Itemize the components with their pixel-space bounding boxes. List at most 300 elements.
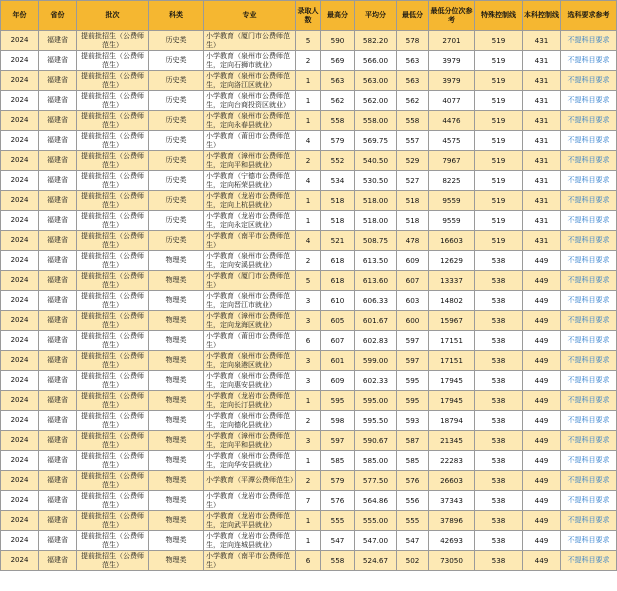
- avg-score-cell: 599.00: [355, 351, 397, 371]
- avg-score-cell: 595.00: [355, 391, 397, 411]
- special-line-cell: 519: [475, 91, 523, 111]
- avg-score-cell: 563.00: [355, 71, 397, 91]
- subject-req-cell: 不提科目要求: [561, 451, 617, 471]
- min-rank-cell: 15967: [429, 311, 475, 331]
- subject-req-cell: 不提科目要求: [561, 71, 617, 91]
- major-cell: 小学教育（龙岩市公费师范生，定向武平县就业）: [204, 511, 296, 531]
- batch-cell: 提前批招生（公费师范生）: [77, 31, 149, 51]
- batch-cell: 提前批招生（公费师范生）: [77, 231, 149, 251]
- major-cell: 小学教育（泉州市公费师范生，定向洛江区就业）: [204, 71, 296, 91]
- min-rank-cell: 2701: [429, 31, 475, 51]
- major-cell: 小学教育（龙岩市公费师范生，定向上杭县就业）: [204, 191, 296, 211]
- max-score-cell: 607: [321, 331, 355, 351]
- year-cell: 2024: [1, 371, 39, 391]
- year-cell: 2024: [1, 351, 39, 371]
- min-score-cell: 557: [397, 131, 429, 151]
- major-cell: 小学教育（平潭公费师范生）: [204, 471, 296, 491]
- major-cell: 小学教育（龙岩市公费师范生，定向连城县就业）: [204, 531, 296, 551]
- max-score-cell: 595: [321, 391, 355, 411]
- admitted-count-cell: 3: [296, 371, 321, 391]
- subject-req-cell: 不提科目要求: [561, 311, 617, 331]
- province-cell: 福建省: [39, 211, 77, 231]
- special-line-cell: 538: [475, 551, 523, 571]
- min-rank-cell: 7967: [429, 151, 475, 171]
- special-line-cell: 538: [475, 411, 523, 431]
- province-cell: 福建省: [39, 411, 77, 431]
- undergrad-line-cell: 449: [523, 451, 561, 471]
- special-line-cell: 519: [475, 111, 523, 131]
- min-rank-cell: 4575: [429, 131, 475, 151]
- admitted-count-cell: 3: [296, 431, 321, 451]
- year-cell: 2024: [1, 231, 39, 251]
- min-score-cell: 603: [397, 291, 429, 311]
- max-score-cell: 562: [321, 91, 355, 111]
- special-line-cell: 538: [475, 491, 523, 511]
- batch-cell: 提前批招生（公费师范生）: [77, 291, 149, 311]
- batch-cell: 提前批招生（公费师范生）: [77, 371, 149, 391]
- header-row: [1, 1, 617, 31]
- avg-score-cell: 602.83: [355, 331, 397, 351]
- subject-req-cell: 不提科目要求: [561, 331, 617, 351]
- subject-req-cell: 不提科目要求: [561, 551, 617, 571]
- batch-cell: 提前批招生（公费师范生）: [77, 51, 149, 71]
- year-cell: 2024: [1, 551, 39, 571]
- batch-cell: 提前批招生（公费师范生）: [77, 191, 149, 211]
- min-score-cell: 600: [397, 311, 429, 331]
- category-cell: 物理类: [149, 551, 204, 571]
- undergrad-line-cell: 449: [523, 411, 561, 431]
- admitted-count-cell: 6: [296, 331, 321, 351]
- max-score-cell: 601: [321, 351, 355, 371]
- year-cell: 2024: [1, 391, 39, 411]
- min-score-cell: 609: [397, 251, 429, 271]
- subject-req-cell: 不提科目要求: [561, 431, 617, 451]
- max-score-cell: 558: [321, 551, 355, 571]
- subject-req-cell: 不提科目要求: [561, 151, 617, 171]
- avg-score-cell: 602.33: [355, 371, 397, 391]
- table-row: [1, 111, 617, 131]
- undergrad-line-cell: 431: [523, 171, 561, 191]
- max-score-cell: 555: [321, 511, 355, 531]
- province-cell: 福建省: [39, 231, 77, 251]
- subject-req-cell: 不提科目要求: [561, 411, 617, 431]
- batch-cell: 提前批招生（公费师范生）: [77, 271, 149, 291]
- min-score-cell: 595: [397, 371, 429, 391]
- table-row: [1, 231, 617, 251]
- province-cell: 福建省: [39, 111, 77, 131]
- min-score-cell: 502: [397, 551, 429, 571]
- avg-score-cell: 558.00: [355, 111, 397, 131]
- subject-req-cell: 不提科目要求: [561, 51, 617, 71]
- subject-req-cell: 不提科目要求: [561, 211, 617, 231]
- min-score-cell: 595: [397, 391, 429, 411]
- category-cell: 历史类: [149, 171, 204, 191]
- province-cell: 福建省: [39, 311, 77, 331]
- undergrad-line-header: 本科控制线: [523, 1, 561, 31]
- major-cell: 小学教育（泉州市公费师范生，定向台商投资区就业）: [204, 91, 296, 111]
- major-cell: 小学教育（南平市公费师范生）: [204, 551, 296, 571]
- undergrad-line-cell: 449: [523, 291, 561, 311]
- year-cell: 2024: [1, 191, 39, 211]
- table-row: [1, 131, 617, 151]
- min-score-cell: 563: [397, 51, 429, 71]
- min-rank-cell: 13337: [429, 271, 475, 291]
- admitted-count-cell: 3: [296, 351, 321, 371]
- batch-cell: 提前批招生（公费师范生）: [77, 151, 149, 171]
- batch-cell: 提前批招生（公费师范生）: [77, 471, 149, 491]
- min-score-cell: 478: [397, 231, 429, 251]
- year-cell: 2024: [1, 51, 39, 71]
- year-cell: 2024: [1, 131, 39, 151]
- major-cell: 小学教育（莆田市公费师范生）: [204, 131, 296, 151]
- min-score-cell: 587: [397, 431, 429, 451]
- min-rank-cell: 37343: [429, 491, 475, 511]
- special-line-cell: 538: [475, 391, 523, 411]
- admitted-count-cell: 1: [296, 391, 321, 411]
- undergrad-line-cell: 449: [523, 511, 561, 531]
- max-score-cell: 618: [321, 251, 355, 271]
- min-score-cell: 562: [397, 91, 429, 111]
- max-score-cell: 547: [321, 531, 355, 551]
- special-line-cell: 519: [475, 51, 523, 71]
- avg-score-cell: 595.50: [355, 411, 397, 431]
- max-score-cell: 552: [321, 151, 355, 171]
- batch-cell: 提前批招生（公费师范生）: [77, 251, 149, 271]
- table-row: [1, 471, 617, 491]
- avg-score-cell: 566.00: [355, 51, 397, 71]
- undergrad-line-cell: 431: [523, 31, 561, 51]
- max-score-cell: 597: [321, 431, 355, 451]
- admitted-count-cell: 1: [296, 91, 321, 111]
- table-row: [1, 291, 617, 311]
- batch-cell: 提前批招生（公费师范生）: [77, 131, 149, 151]
- min-score-cell: 555: [397, 511, 429, 531]
- admitted-count-cell: 6: [296, 551, 321, 571]
- batch-cell: 提前批招生（公费师范生）: [77, 111, 149, 131]
- category-header: 科类: [149, 1, 204, 31]
- major-cell: 小学教育（厦门市公费师范生）: [204, 31, 296, 51]
- special-line-cell: 519: [475, 131, 523, 151]
- province-header: 省份: [39, 1, 77, 31]
- batch-cell: 提前批招生（公费师范生）: [77, 551, 149, 571]
- min-rank-cell: 26603: [429, 471, 475, 491]
- min-score-cell: 563: [397, 71, 429, 91]
- undergrad-line-cell: 449: [523, 351, 561, 371]
- min-rank-cell: 8225: [429, 171, 475, 191]
- min-rank-cell: 14802: [429, 291, 475, 311]
- undergrad-line-cell: 449: [523, 251, 561, 271]
- undergrad-line-cell: 449: [523, 271, 561, 291]
- table-row: [1, 211, 617, 231]
- province-cell: 福建省: [39, 431, 77, 451]
- year-cell: 2024: [1, 111, 39, 131]
- table-row: [1, 311, 617, 331]
- table-row: [1, 271, 617, 291]
- min-score-cell: 558: [397, 111, 429, 131]
- min-rank-cell: 4476: [429, 111, 475, 131]
- category-cell: 物理类: [149, 411, 204, 431]
- subject-req-header: 选科要求参考: [561, 1, 617, 31]
- major-cell: 小学教育（南平市公费师范生）: [204, 231, 296, 251]
- undergrad-line-cell: 449: [523, 431, 561, 451]
- max-score-cell: 605: [321, 311, 355, 331]
- avg-score-cell: 582.20: [355, 31, 397, 51]
- admitted-count-cell: 1: [296, 511, 321, 531]
- max-score-cell: 579: [321, 471, 355, 491]
- max-score-cell: 534: [321, 171, 355, 191]
- min-rank-cell: 12629: [429, 251, 475, 271]
- major-cell: 小学教育（泉州市公费师范生，定向永春县就业）: [204, 111, 296, 131]
- avg-score-cell: 555.00: [355, 511, 397, 531]
- category-cell: 物理类: [149, 471, 204, 491]
- undergrad-line-cell: 449: [523, 531, 561, 551]
- avg-score-cell: 508.75: [355, 231, 397, 251]
- province-cell: 福建省: [39, 391, 77, 411]
- batch-cell: 提前批招生（公费师范生）: [77, 431, 149, 451]
- admitted-count-cell: 1: [296, 531, 321, 551]
- avg-score-cell: 601.67: [355, 311, 397, 331]
- year-cell: 2024: [1, 91, 39, 111]
- major-cell: 小学教育（泉州市公费师范生，定向安溪县就业）: [204, 251, 296, 271]
- year-cell: 2024: [1, 271, 39, 291]
- province-cell: 福建省: [39, 31, 77, 51]
- province-cell: 福建省: [39, 451, 77, 471]
- admitted-count-cell: 2: [296, 471, 321, 491]
- special-line-cell: 538: [475, 271, 523, 291]
- province-cell: 福建省: [39, 91, 77, 111]
- year-cell: 2024: [1, 211, 39, 231]
- special-line-cell: 538: [475, 331, 523, 351]
- major-cell: 小学教育（泉州市公费师范生，定向泉港区就业）: [204, 351, 296, 371]
- subject-req-cell: 不提科目要求: [561, 131, 617, 151]
- admitted-count-cell: 7: [296, 491, 321, 511]
- major-header: 专业: [204, 1, 296, 31]
- min-rank-cell: 17945: [429, 371, 475, 391]
- major-cell: 小学教育（厦门市公费师范生）: [204, 271, 296, 291]
- batch-cell: 提前批招生（公费师范生）: [77, 171, 149, 191]
- table-row: [1, 151, 617, 171]
- year-cell: 2024: [1, 451, 39, 471]
- batch-cell: 提前批招生（公费师范生）: [77, 311, 149, 331]
- table-row: [1, 391, 617, 411]
- special-line-cell: 538: [475, 371, 523, 391]
- subject-req-cell: 不提科目要求: [561, 231, 617, 251]
- avg-score-cell: 613.50: [355, 251, 397, 271]
- min-rank-cell: 3979: [429, 51, 475, 71]
- category-cell: 历史类: [149, 71, 204, 91]
- batch-cell: 提前批招生（公费师范生）: [77, 351, 149, 371]
- undergrad-line-cell: 431: [523, 151, 561, 171]
- category-cell: 物理类: [149, 331, 204, 351]
- category-cell: 物理类: [149, 451, 204, 471]
- subject-req-cell: 不提科目要求: [561, 491, 617, 511]
- undergrad-line-cell: 449: [523, 551, 561, 571]
- major-cell: 小学教育（漳州市公费师范生，定向平和县就业）: [204, 431, 296, 451]
- min-rank-cell: 3979: [429, 71, 475, 91]
- province-cell: 福建省: [39, 171, 77, 191]
- subject-req-cell: 不提科目要求: [561, 171, 617, 191]
- table-row: [1, 411, 617, 431]
- province-cell: 福建省: [39, 131, 77, 151]
- avg-score-cell: 518.00: [355, 191, 397, 211]
- province-cell: 福建省: [39, 551, 77, 571]
- category-cell: 历史类: [149, 51, 204, 71]
- category-cell: 物理类: [149, 251, 204, 271]
- table-row: [1, 251, 617, 271]
- min-score-cell: 576: [397, 471, 429, 491]
- avg-score-cell: 577.50: [355, 471, 397, 491]
- min-score-cell: 578: [397, 31, 429, 51]
- min-rank-cell: 22283: [429, 451, 475, 471]
- min-score-cell: 547: [397, 531, 429, 551]
- province-cell: 福建省: [39, 471, 77, 491]
- table-row: [1, 491, 617, 511]
- admitted-count-cell: 5: [296, 31, 321, 51]
- admitted-count-cell: 4: [296, 231, 321, 251]
- avg-score-cell: 530.50: [355, 171, 397, 191]
- province-cell: 福建省: [39, 151, 77, 171]
- min-rank-cell: 4077: [429, 91, 475, 111]
- special-line-cell: 519: [475, 31, 523, 51]
- batch-cell: 提前批招生（公费师范生）: [77, 491, 149, 511]
- category-cell: 历史类: [149, 211, 204, 231]
- special-line-cell: 519: [475, 191, 523, 211]
- min-score-cell: 527: [397, 171, 429, 191]
- subject-req-cell: 不提科目要求: [561, 391, 617, 411]
- min-rank-cell: 17151: [429, 351, 475, 371]
- year-cell: 2024: [1, 431, 39, 451]
- avg-score-cell: 540.50: [355, 151, 397, 171]
- special-line-cell: 538: [475, 291, 523, 311]
- year-cell: 2024: [1, 31, 39, 51]
- undergrad-line-cell: 449: [523, 471, 561, 491]
- major-cell: 小学教育（泉州市公费师范生，定向德化县就业）: [204, 411, 296, 431]
- admitted-count-header: 录取人数: [296, 1, 321, 31]
- table-row: [1, 431, 617, 451]
- admitted-count-cell: 4: [296, 131, 321, 151]
- max-score-cell: 610: [321, 291, 355, 311]
- max-score-cell: 518: [321, 191, 355, 211]
- min-score-cell: 585: [397, 451, 429, 471]
- province-cell: 福建省: [39, 351, 77, 371]
- year-cell: 2024: [1, 171, 39, 191]
- special-line-cell: 538: [475, 511, 523, 531]
- category-cell: 物理类: [149, 511, 204, 531]
- max-score-cell: 518: [321, 211, 355, 231]
- province-cell: 福建省: [39, 71, 77, 91]
- table-row: [1, 531, 617, 551]
- table-row: [1, 71, 617, 91]
- admitted-count-cell: 2: [296, 411, 321, 431]
- min-score-cell: 518: [397, 211, 429, 231]
- special-line-cell: 519: [475, 171, 523, 191]
- admitted-count-cell: 2: [296, 151, 321, 171]
- major-cell: 小学教育（泉州市公费师范生，定向晋江市就业）: [204, 291, 296, 311]
- subject-req-cell: 不提科目要求: [561, 531, 617, 551]
- max-score-cell: 576: [321, 491, 355, 511]
- batch-header: 批次: [77, 1, 149, 31]
- min-rank-cell: 18794: [429, 411, 475, 431]
- subject-req-cell: 不提科目要求: [561, 91, 617, 111]
- subject-req-cell: 不提科目要求: [561, 271, 617, 291]
- special-line-cell: 538: [475, 311, 523, 331]
- avg-score-cell: 564.86: [355, 491, 397, 511]
- batch-cell: 提前批招生（公费师范生）: [77, 331, 149, 351]
- special-line-cell: 519: [475, 211, 523, 231]
- special-line-cell: 538: [475, 251, 523, 271]
- year-cell: 2024: [1, 491, 39, 511]
- max-score-cell: 558: [321, 111, 355, 131]
- major-cell: 小学教育（莆田市公费师范生）: [204, 331, 296, 351]
- year-cell: 2024: [1, 151, 39, 171]
- min-score-cell: 556: [397, 491, 429, 511]
- major-cell: 小学教育（龙岩市公费师范生）: [204, 491, 296, 511]
- batch-cell: 提前批招生（公费师范生）: [77, 511, 149, 531]
- admitted-count-cell: 1: [296, 111, 321, 131]
- table-body: [1, 31, 617, 571]
- category-cell: 物理类: [149, 291, 204, 311]
- min-score-cell: 597: [397, 351, 429, 371]
- min-score-cell: 518: [397, 191, 429, 211]
- table-row: [1, 511, 617, 531]
- max-score-cell: 590: [321, 31, 355, 51]
- admitted-count-cell: 2: [296, 51, 321, 71]
- special-line-cell: 538: [475, 431, 523, 451]
- admitted-count-cell: 1: [296, 191, 321, 211]
- admitted-count-cell: 1: [296, 71, 321, 91]
- special-line-cell: 538: [475, 531, 523, 551]
- undergrad-line-cell: 431: [523, 71, 561, 91]
- admitted-count-cell: 2: [296, 251, 321, 271]
- min-rank-cell: 73050: [429, 551, 475, 571]
- subject-req-cell: 不提科目要求: [561, 511, 617, 531]
- min-score-cell: 529: [397, 151, 429, 171]
- max-score-header: 最高分: [321, 1, 355, 31]
- province-cell: 福建省: [39, 511, 77, 531]
- year-cell: 2024: [1, 311, 39, 331]
- table-row: [1, 171, 617, 191]
- undergrad-line-cell: 449: [523, 311, 561, 331]
- undergrad-line-cell: 431: [523, 111, 561, 131]
- undergrad-line-cell: 431: [523, 51, 561, 71]
- category-cell: 历史类: [149, 111, 204, 131]
- avg-score-cell: 518.00: [355, 211, 397, 231]
- undergrad-line-cell: 449: [523, 371, 561, 391]
- max-score-cell: 598: [321, 411, 355, 431]
- admitted-count-cell: 1: [296, 211, 321, 231]
- year-cell: 2024: [1, 291, 39, 311]
- province-cell: 福建省: [39, 291, 77, 311]
- batch-cell: 提前批招生（公费师范生）: [77, 411, 149, 431]
- category-cell: 物理类: [149, 391, 204, 411]
- category-cell: 物理类: [149, 311, 204, 331]
- category-cell: 历史类: [149, 191, 204, 211]
- major-cell: 小学教育（泉州市公费师范生，定向华安县就业）: [204, 451, 296, 471]
- major-cell: 小学教育（龙岩市公费师范生，定向长汀县就业）: [204, 391, 296, 411]
- max-score-cell: 563: [321, 71, 355, 91]
- table-row: [1, 51, 617, 71]
- min-rank-cell: 17151: [429, 331, 475, 351]
- special-line-cell: 538: [475, 451, 523, 471]
- avg-score-cell: 547.00: [355, 531, 397, 551]
- year-cell: 2024: [1, 71, 39, 91]
- province-cell: 福建省: [39, 371, 77, 391]
- table-row: [1, 371, 617, 391]
- undergrad-line-cell: 431: [523, 211, 561, 231]
- min-rank-header: 最低分位次参考: [429, 1, 475, 31]
- category-cell: 物理类: [149, 371, 204, 391]
- category-cell: 物理类: [149, 351, 204, 371]
